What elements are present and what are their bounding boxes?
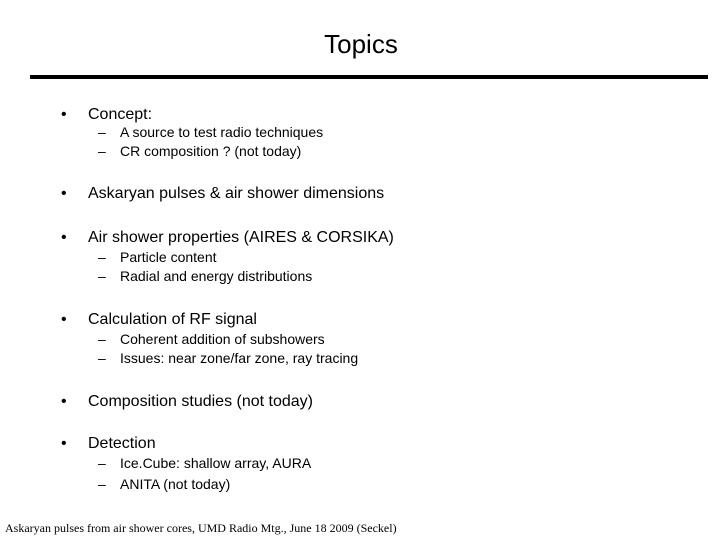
dash-marker: –	[98, 331, 106, 347]
sub-item	[98, 475, 230, 494]
sub-item-text: CR composition ? (not today)	[120, 143, 302, 159]
bullet-text: Air shower properties (AIRES & CORSIKA)	[88, 229, 394, 246]
sub-item-text: Ice.Cube: shallow array, AURA	[120, 455, 312, 471]
dash-marker: –	[98, 249, 106, 265]
dash-marker: –	[98, 124, 106, 140]
sub-item	[98, 349, 358, 368]
sub-item-text: Particle content	[120, 249, 217, 265]
bullet-marker: •	[61, 311, 67, 328]
dash-marker: –	[98, 350, 106, 366]
bullet-text: Askaryan pulses & air shower dimensions	[88, 185, 385, 202]
slide-title: Topics	[324, 29, 398, 59]
bullet-text: Detection	[88, 435, 156, 452]
sub-item	[98, 142, 301, 161]
bullet-marker: •	[61, 435, 67, 452]
slide-footer: Askaryan pulses from air shower cores, UMD Radio Mtg., June 18 2009 (Seckel)	[5, 521, 397, 535]
sub-item-text: Radial and energy distributions	[120, 268, 313, 284]
sub-item	[98, 123, 323, 142]
dash-marker: –	[98, 476, 106, 492]
title-divider	[30, 75, 708, 79]
sub-item-text: ANITA (not today)	[120, 476, 231, 492]
sub-item-text: A source to test radio techniques	[120, 124, 324, 140]
bullet-marker: •	[61, 106, 67, 123]
sub-item	[98, 330, 325, 349]
bullet-marker: •	[61, 185, 67, 202]
sub-item	[98, 267, 312, 286]
bullet-text: Composition studies (not today)	[88, 393, 313, 410]
sub-item	[98, 248, 217, 267]
bullet-marker: •	[61, 229, 67, 246]
bullet-marker: •	[61, 393, 67, 410]
bullet-text: Concept:	[88, 106, 153, 123]
dash-marker: –	[98, 455, 106, 471]
dash-marker: –	[98, 143, 106, 159]
sub-item-text: Coherent addition of subshowers	[120, 331, 325, 347]
dash-marker: –	[98, 268, 106, 284]
bullet-text: Calculation of RF signal	[88, 311, 257, 328]
sub-item	[98, 454, 311, 473]
sub-item-text: Issues: near zone/far zone, ray tracing	[120, 350, 359, 366]
